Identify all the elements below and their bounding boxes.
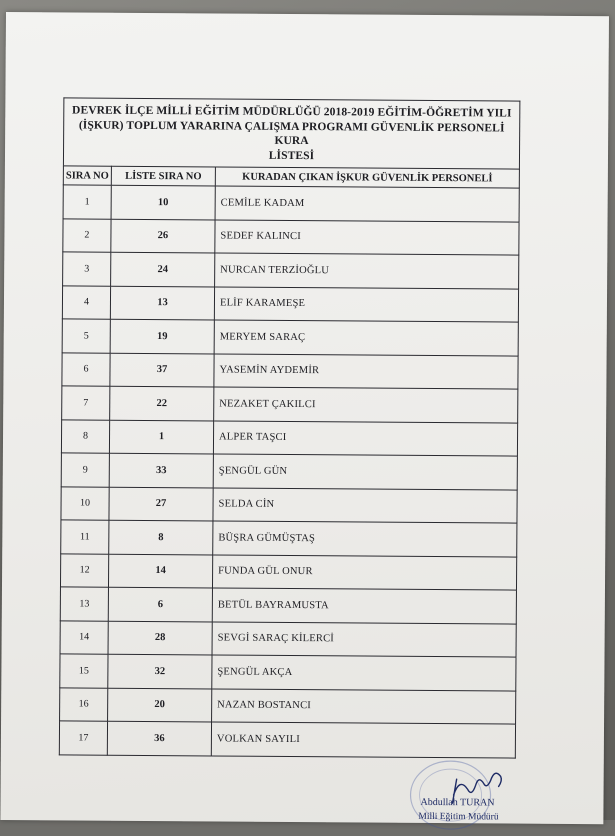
cell-sira-no: 4 xyxy=(62,285,110,319)
cell-sira-no: 2 xyxy=(63,218,111,252)
document-title xyxy=(63,97,520,168)
cell-personel-name: SEVGİ SARAÇ KİLERCİ xyxy=(212,621,516,657)
column-header-sira-no: SIRA NO xyxy=(63,166,111,185)
cell-sira-no: 16 xyxy=(60,687,108,721)
title-line-1: DEVREK İLÇE MİLLİ EĞİTİM MÜDÜRLÜĞÜ 2018-2019 EĞİTİM-ÖĞRETİM YILI xyxy=(72,104,512,120)
cell-personel-name: SELDA CİN xyxy=(213,487,517,523)
cell-sira-no: 9 xyxy=(61,453,109,487)
title-line-2: (İŞKUR) TOPLUM YARARINA ÇALIŞMA PROGRAMI GÜVENLİK PERSONELİ KURA xyxy=(78,119,505,148)
table-row xyxy=(63,218,519,255)
table-row xyxy=(62,319,518,356)
cell-personel-name: ŞENGÜL GÜN xyxy=(213,454,517,490)
table-row xyxy=(62,352,518,389)
cell-sira-no: 6 xyxy=(62,352,110,386)
cell-personel-name: CEMİLE KADAM xyxy=(215,186,519,222)
cell-liste-sira-no: 24 xyxy=(111,252,215,286)
cell-liste-sira-no: 33 xyxy=(109,453,213,487)
cell-personel-name: MERYEM SARAÇ xyxy=(214,320,518,356)
cell-sira-no: 5 xyxy=(62,319,110,353)
signature-block xyxy=(398,757,519,836)
cell-sira-no: 10 xyxy=(61,486,109,520)
table-row xyxy=(60,587,516,624)
cell-liste-sira-no: 36 xyxy=(107,721,211,755)
table-row xyxy=(60,553,516,590)
cell-liste-sira-no: 8 xyxy=(109,520,213,554)
cell-personel-name: BÜŞRA GÜMÜŞTAŞ xyxy=(213,521,517,557)
cell-personel-name: YASEMİN AYDEMİR xyxy=(214,353,518,389)
cell-personel-name: NAZAN BOSTANCI xyxy=(212,688,516,724)
table-row xyxy=(60,620,516,657)
document-content xyxy=(59,97,521,758)
cell-liste-sira-no: 26 xyxy=(111,219,215,253)
cell-personel-name: BETÜL BAYRAMUSTA xyxy=(212,588,516,624)
cell-personel-name: NEZAKET ÇAKILCI xyxy=(214,387,518,423)
table-row xyxy=(62,285,518,322)
official-stamp-seal xyxy=(398,757,519,836)
cell-personel-name: ELİF KARAMEŞE xyxy=(214,286,518,322)
cell-liste-sira-no: 6 xyxy=(108,587,212,621)
cell-sira-no: 12 xyxy=(60,553,108,587)
cell-sira-no: 15 xyxy=(60,654,108,688)
cell-sira-no: 17 xyxy=(59,721,107,755)
table-row xyxy=(63,252,519,289)
cell-sira-no: 13 xyxy=(60,587,108,621)
table-row xyxy=(61,486,517,523)
title-line-3: LİSTESİ xyxy=(268,149,315,162)
table-row xyxy=(60,654,516,691)
cell-liste-sira-no: 32 xyxy=(108,654,212,688)
cell-personel-name: ALPER TAŞCI xyxy=(213,420,517,456)
table-body xyxy=(59,185,519,758)
cell-personel-name: FUNDA GÜL ONUR xyxy=(212,554,516,590)
cell-sira-no: 8 xyxy=(61,419,109,453)
cell-sira-no: 14 xyxy=(60,620,108,654)
cell-sira-no: 11 xyxy=(61,520,109,554)
table-row xyxy=(59,721,515,758)
table-row xyxy=(61,419,517,456)
table-row xyxy=(61,520,517,557)
cell-sira-no: 7 xyxy=(62,386,110,420)
cell-liste-sira-no: 27 xyxy=(109,487,213,521)
table-row xyxy=(63,185,519,222)
cell-liste-sira-no: 20 xyxy=(108,688,212,722)
cell-liste-sira-no: 13 xyxy=(110,286,214,320)
cell-sira-no: 1 xyxy=(63,185,111,219)
table-row xyxy=(60,687,516,724)
cell-sira-no: 3 xyxy=(63,252,111,286)
cell-liste-sira-no: 22 xyxy=(110,386,214,420)
cell-personel-name: VOLKAN SAYILI xyxy=(211,722,515,758)
cell-personel-name: NURCAN TERZİOĞLU xyxy=(215,253,519,289)
cell-personel-name: ŞENGÜL AKÇA xyxy=(212,655,516,691)
cell-liste-sira-no: 1 xyxy=(109,420,213,454)
signatory-title: Milli Eğitim Müdürü xyxy=(418,811,499,823)
cell-personel-name: SEDEF KALINCI xyxy=(215,219,519,255)
cell-liste-sira-no: 37 xyxy=(110,353,214,387)
signatory-name: Abdullah TURAN xyxy=(420,796,495,809)
cell-liste-sira-no: 10 xyxy=(111,185,215,219)
paper-sheet xyxy=(0,12,609,824)
column-header-personel: KURADAN ÇIKAN İŞKUR GÜVENLİK PERSONELİ xyxy=(215,167,519,188)
cell-liste-sira-no: 19 xyxy=(110,319,214,353)
cell-liste-sira-no: 14 xyxy=(108,554,212,588)
column-header-liste-sira-no: LİSTE SIRA NO xyxy=(111,166,215,186)
table-row xyxy=(62,386,518,423)
cell-liste-sira-no: 28 xyxy=(108,621,212,655)
table-row xyxy=(61,453,517,490)
personnel-table xyxy=(59,165,520,758)
